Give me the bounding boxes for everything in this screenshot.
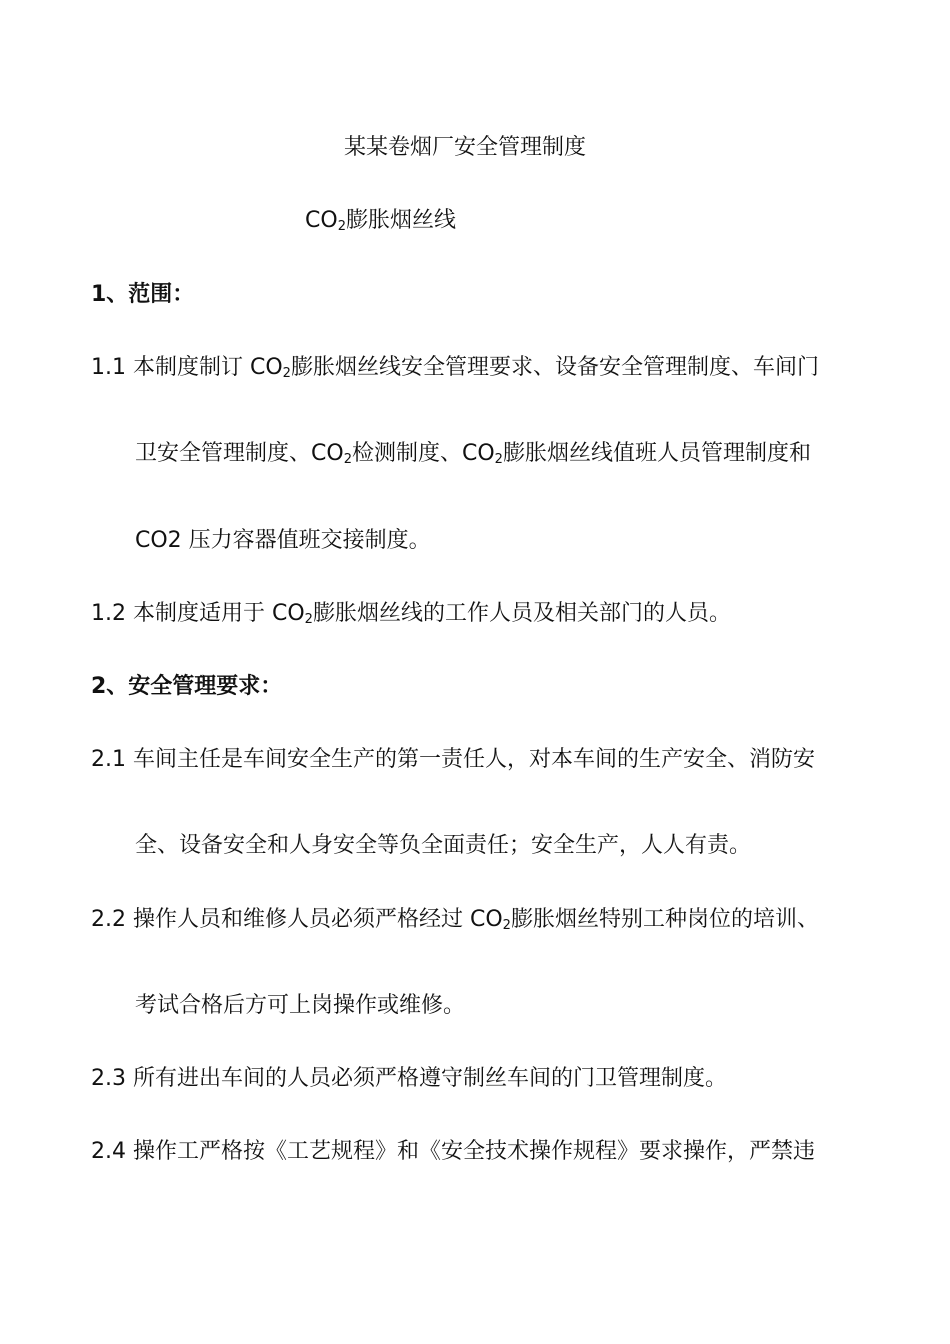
- p2-2-l1-subscript: 2: [502, 918, 511, 933]
- p2-1-l1-text: 2.1 车间主任是车间安全生产的第一责任人，对本车间的生产安全、消防安: [91, 747, 815, 772]
- p2-3-text: 2.3 所有进出车间的人员必须严格遵守制丝车间的门卫管理制度。: [91, 1066, 727, 1091]
- p2-2-l1-prefix: 2.2 操作人员和维修人员必须严格经过 CO: [91, 907, 503, 932]
- paragraph-1-1-line-1: [91, 353, 819, 383]
- p1-1-l1-prefix: 1.1 本制度制订 CO: [91, 355, 283, 380]
- p1-1-l2-part-b: 检测制度、CO: [351, 441, 495, 466]
- p2-2-l1-suffix: 膨胀烟丝特别工种岗位的培训、: [510, 907, 819, 932]
- subtitle-suffix: 膨胀烟丝线: [345, 208, 456, 233]
- paragraph-1-1-line-3: [135, 526, 431, 556]
- p1-1-l3-text: CO2 压力容器值班交接制度。: [135, 528, 431, 553]
- subtitle-prefix: CO: [305, 208, 338, 233]
- document-subtitle: [305, 206, 456, 236]
- p1-2-suffix: 膨胀烟丝线的工作人员及相关部门的人员。: [312, 601, 731, 626]
- paragraph-2-1-line-1: [91, 745, 815, 775]
- p1-1-l2-part-a: 卫安全管理制度、CO: [135, 441, 344, 466]
- paragraph-1-2: [91, 599, 731, 629]
- paragraph-2-2-line-1: [91, 905, 819, 935]
- section-1-heading-text: 1、范围：: [91, 282, 195, 307]
- section-2-heading: [91, 672, 282, 702]
- subtitle-subscript: 2: [337, 219, 346, 234]
- paragraph-2-2-line-2: [135, 991, 465, 1021]
- paragraph-1-1-line-2: [135, 439, 811, 469]
- paragraph-2-3: [91, 1064, 727, 1094]
- p1-2-prefix: 1.2 本制度适用于 CO: [91, 601, 305, 626]
- section-1-heading: [91, 280, 194, 310]
- paragraph-2-1-line-2: [135, 831, 751, 861]
- document-title-text: 某某卷烟厂安全管理制度: [344, 135, 587, 160]
- paragraph-2-4-line-1: [91, 1137, 815, 1167]
- p1-1-l1-subscript: 2: [282, 366, 291, 381]
- document-title: [344, 133, 586, 163]
- p2-1-l2-text: 全、设备安全和人身安全等负全面责任；安全生产，人人有责。: [135, 833, 752, 858]
- p1-1-l1-suffix: 膨胀烟丝线安全管理要求、设备安全管理制度、车间门: [290, 355, 819, 380]
- p1-1-l2-part-c: 膨胀烟丝线值班人员管理制度和: [502, 441, 811, 466]
- section-2-heading-text: 2、安全管理要求：: [91, 674, 283, 699]
- p1-1-l2-subscript-1: 2: [343, 452, 352, 467]
- p1-1-l2-subscript-2: 2: [494, 452, 503, 467]
- p1-2-subscript: 2: [304, 612, 313, 627]
- p2-2-l2-text: 考试合格后方可上岗操作或维修。: [135, 993, 466, 1018]
- p2-4-l1-text: 2.4 操作工严格按《工艺规程》和《安全技术操作规程》要求操作，严禁违: [91, 1139, 815, 1164]
